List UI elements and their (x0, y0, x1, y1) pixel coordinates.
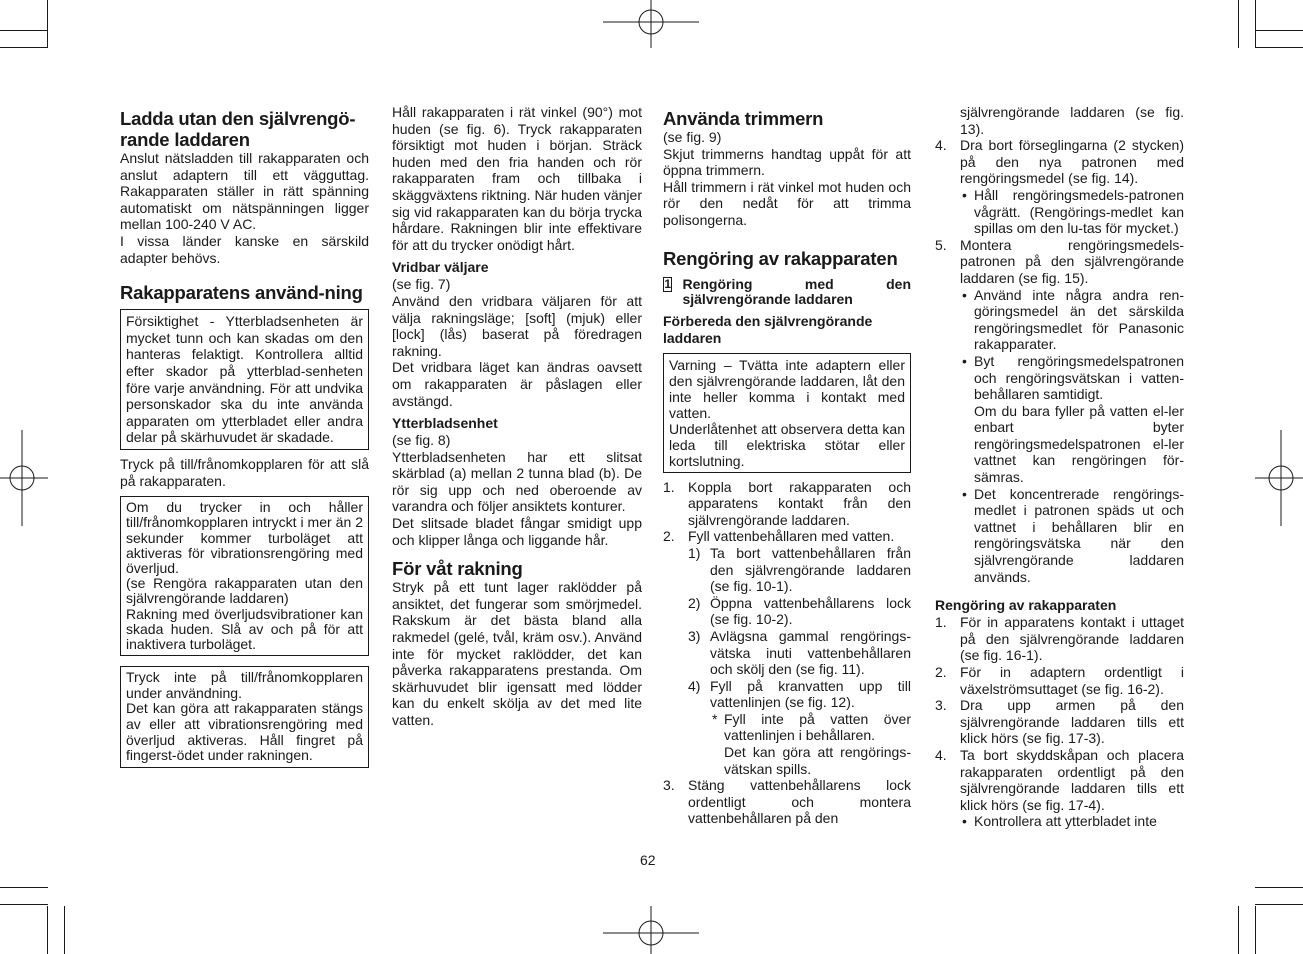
step-number: 2. (935, 664, 947, 680)
bullet-mark: • (962, 286, 967, 303)
step-number: 1. (663, 478, 675, 495)
box-text: Underlåtenhet att observera detta kan leda till elektriska stötar eller kortslutning. (669, 420, 905, 469)
substep-number: 3) (688, 627, 701, 644)
turbo-note-box (120, 496, 369, 656)
paragraph: Det vridbara läget kan ändras oavsett om rakapparaten är påslagen eller avstängd. (392, 359, 642, 409)
caution-box (120, 309, 369, 450)
step-number: 3. (663, 777, 675, 794)
bullet-item (960, 287, 1184, 353)
bullet-mark: • (962, 485, 967, 502)
note-text: Fyll inte på vatten över vattenlinjen i behållaren. (724, 710, 911, 744)
bullet-item (960, 813, 1184, 830)
heading-rotary-selector: Vridbar väljare (392, 259, 489, 276)
bullet-text: Kontrollera att ytterbladet inte (974, 813, 1157, 830)
paragraph: Använd den vridbara väljaren för att välja rakningsläge; [soft] (mjuk) eller [lock] (lås) baserat på föredragen rakning. (392, 292, 642, 359)
asterisk-mark: * (712, 710, 718, 727)
paragraph: Håll rakapparaten i rät vinkel (90°) mot huden (se fig. 6). Tryck rakapparaten försiktigt mot huden i början. Sträck huden med den fria handen och rör rakapparaten fram och tillbaka i skäggväxtens riktning. När huden vänjer sig vid rakapparaten kan du börja trycka hårdare. Rakningen blir inte effektivare för att du trycker onödigt hårt. (392, 104, 642, 253)
substep-text: Öppna vattenbehållarens lock (se fig. 10-2). (710, 594, 911, 628)
step-text: Stäng vattenbehållarens lock ordentligt och montera vattenbehållaren på den (688, 777, 911, 827)
figure-ref: (se fig. 9) (663, 129, 722, 145)
list-item (688, 678, 911, 778)
bullet-text: Håll rengöringsmedels-patronen vågrätt. (Rengörings-medlet kan spillas om den lu-tas för mycket.) (974, 186, 1184, 237)
substeps-list (688, 545, 911, 777)
warning-box (663, 353, 911, 473)
substep-text: Avlägsna gammal rengörings-vätska inuti vattenbehållaren och skölj den (se fig. 11). (710, 627, 911, 678)
column-4 (935, 104, 1184, 830)
bullet-text: Det koncentrerade rengörings-medlet i patronen späds ut och vattnet i behållaren blir en rengöringsvätska när den självrengörande laddaren används. (974, 485, 1184, 585)
figure-ref: (se fig. 7) (392, 276, 451, 293)
box-text: Rakning med överljudsvibrationer kan skada huden. Slå av och på för att inaktivera turboläget. (126, 605, 363, 652)
figure-ref: (se fig. 8) (392, 432, 451, 449)
column-2 (392, 104, 642, 729)
heading-wet-shaving: För våt rakning (392, 558, 523, 580)
step-number: 2. (663, 528, 675, 545)
bullet-item (960, 187, 1184, 237)
list-item (935, 697, 1184, 747)
paragraph: Anslut nätsladden till rakapparaten och anslut adaptern till ett vägguttag. Rakapparaten ställer in rätt spänning automatiskt om nätspänningen ligger mellan 100-240 V AC. (120, 150, 369, 233)
paragraph: Skjut trimmerns handtag uppåt för att öppna trimmern. (663, 145, 911, 179)
step-number: 4. (935, 137, 947, 154)
bullet-text: Om du bara fyller på vatten el-ler enbart byter rengöringsmedelspatronen el-ler vattnet kan rengöringen för-sämras. (974, 402, 1184, 486)
bullet-item (960, 353, 1184, 486)
bullet-list (960, 813, 1184, 830)
box-text: (se Rengöra rakapparaten utan den självrengörande laddaren) (126, 575, 363, 607)
page-number: 62 (640, 852, 656, 868)
list-item (663, 777, 911, 827)
step-text: Ta bort skyddskåpan och placera rakapparaten ordentligt på den självrengörande laddaren tills ett klick hörs (se fig. 17-4). (960, 746, 1184, 813)
step-text: Koppla bort rakapparaten och apparatens kontakt från den självrengörande laddaren. (688, 478, 911, 528)
caution-text: Försiktighet - Ytterbladsenheten är mycket tunn och kan skadas om den hanteras felaktigt. Kontrollera alltid efter skador på ytterblad-senheten före varje användning. För att undvika personskador ska du inte använda apparaten om ytterbladet eller andra delar på skärhuvudet är skadade. (126, 313, 363, 446)
steps-list (663, 479, 911, 827)
list-item (935, 137, 1184, 237)
bullet-mark: • (962, 352, 967, 369)
bullet-list (960, 187, 1184, 237)
box-text: Det kan göra att rakapparaten stängs av eller att vibrationsrengöring med överljud aktiveras. Håll fingret på fingerst-ödet under rakningen. (126, 700, 363, 764)
step-text: Dra upp armen på den självrengörande laddaren tills ett klick hörs (se fig. 17-3). (960, 697, 1184, 747)
note-text: Det kan göra att rengörings-vätskan spills. (724, 744, 911, 777)
step-text: Fyll vattenbehållaren med vatten. (688, 528, 895, 545)
box-text: Varning – Tvätta inte adaptern eller den självrengörande laddaren, låt den inte heller komma i kontakt med vatten. (669, 356, 905, 421)
substep-text: Fyll på kranvatten upp till vattenlinjen (se fig. 12). (710, 677, 911, 711)
list-item (688, 628, 911, 678)
paragraph: Ytterbladsenheten har ett slitsat skärblad (a) mellan 2 tunna blad (b). De rör sig upp och ned oberoende av varandra och följer ansiktets konturer. (392, 448, 642, 515)
registration-mark-right (1255, 430, 1303, 526)
steps-list-continued (935, 104, 1184, 585)
step-text: Dra bort förseglingarna (2 stycken) på den nya patronen med rengöringsmedel (se fig. 14). (960, 137, 1184, 187)
list-item (663, 479, 911, 529)
section-title (663, 277, 911, 307)
section-number: 1 (664, 276, 672, 291)
box-text: Om du trycker in och håller till/frånomkopplaren intryckt i mer än 2 sekunder kommer turboläget att aktiveras för vibrationsrengöring med överljud. (126, 499, 363, 576)
step-text: självrengörande laddaren (se fig. 13). (960, 104, 1184, 137)
paragraph: Stryk på ett tunt lager raklödder på ansiktet, det fungerar som smörjmedel. Rakskum är det bästa bland alla rakmedel (gelé, tvål, kräm osv.). Använd inte för mycket raklödder, det kan påverka rakapparatens prestanda. Om skärhuvudet blir igensatt med lödder kan du enkelt skölja av det med lite vatten. (392, 579, 642, 728)
step-text: För in adaptern ordentligt i växelströmsuttaget (se fig. 16-2). (960, 664, 1184, 697)
step-text: Montera rengöringsmedels-patronen på den självrengörande laddaren (se fig. 15). (960, 236, 1184, 286)
step-number: 1. (935, 614, 947, 631)
bullet-mark: • (962, 813, 967, 830)
heading-outer-foil: Ytterbladsenhet (392, 415, 498, 432)
bullet-list (960, 287, 1184, 586)
heading-prepare-charger: Förbereda den självrengörande laddaren (663, 312, 873, 346)
bullet-text: Byt rengöringsmedelspatronen och rengöringsvätskan i vatten-behållaren samtidigt. (974, 352, 1184, 403)
list-item (663, 528, 911, 777)
list-item (935, 664, 1184, 697)
bullet-item (960, 486, 1184, 586)
substep-number: 4) (688, 677, 701, 694)
paragraph: Det slitsade bladet fångar smidigt upp och klipper långa och liggande hår. (392, 515, 642, 548)
paragraph: I vissa länder kanske en särskild adapter behövs. (120, 232, 369, 266)
bullet-text: Använd inte några andra ren-göringsmedel än det särskilda rengöringsmedlet för Panasonic rakapparater. (974, 286, 1184, 353)
list-item (935, 747, 1184, 830)
step-number: 4. (935, 746, 947, 763)
substep-number: 1) (688, 544, 701, 561)
box-text: Tryck inte på till/frånomkopplaren under användning. (126, 669, 363, 701)
column-3 (663, 104, 911, 827)
registration-mark-bottom (603, 906, 699, 954)
registration-mark-left (0, 430, 48, 526)
heading-using-shaver: Rakapparatens använd-ning (120, 282, 363, 304)
step-text: För in apparatens kontakt i uttaget på den självrengörande laddaren (se fig. 16-1). (960, 614, 1184, 664)
registration-mark-top (603, 0, 699, 48)
list-item (688, 545, 911, 595)
bullet-mark: • (962, 186, 967, 203)
heading-cleaning-shaver-steps: Rengöring av rakapparaten (935, 597, 1117, 614)
list-item (688, 595, 911, 628)
substep-number: 2) (688, 594, 701, 611)
heading-using-trimmer: Använda trimmern (663, 108, 824, 129)
star-note (710, 711, 911, 777)
switch-note-box (120, 666, 369, 768)
paragraph: Tryck på till/frånomkopplaren för att slå på rakapparaten. (120, 455, 369, 489)
list-item (935, 237, 1184, 585)
list-item (935, 614, 1184, 664)
step-number: 5. (935, 236, 947, 253)
heading-charge-without-charger: Ladda utan den självrengö-rande laddaren (120, 108, 356, 150)
cleaning-steps-list (935, 614, 1184, 830)
column-1 (120, 104, 369, 768)
paragraph: Håll trimmern i rät vinkel mot huden och rör den nedåt för att trimma polisongerna. (663, 178, 911, 228)
step-number: 3. (935, 697, 947, 714)
heading-cleaning-shaver: Rengöring av rakapparaten (663, 247, 898, 269)
list-item (935, 104, 1184, 137)
section-title-text: Rengöring med den självrengörande laddaren (682, 275, 911, 307)
substep-text: Ta bort vattenbehållaren från den självrengörande laddaren (se fig. 10-1). (710, 544, 911, 595)
